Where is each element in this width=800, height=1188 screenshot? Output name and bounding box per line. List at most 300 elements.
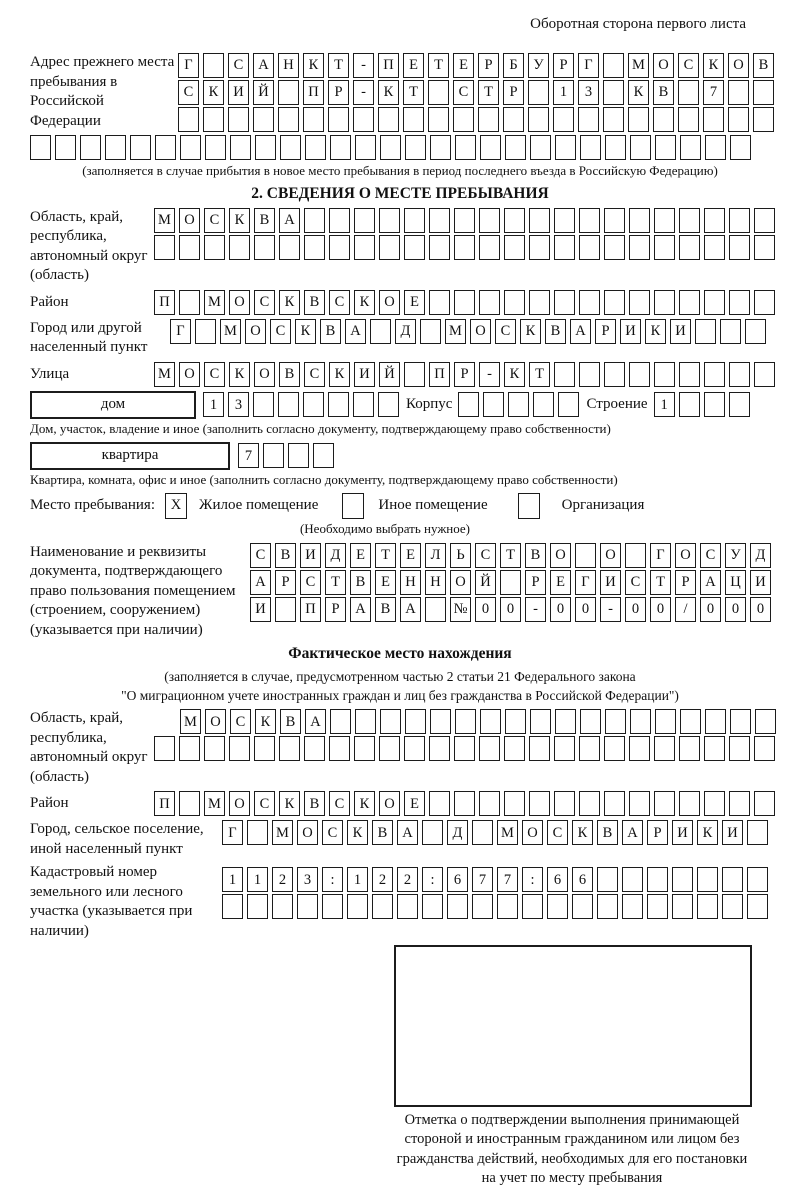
char-box: Г <box>170 319 191 344</box>
char-box <box>203 107 224 132</box>
char-box: С <box>453 80 474 105</box>
char-box: С <box>329 791 350 816</box>
char-box: / <box>675 597 696 622</box>
char-box <box>679 392 700 417</box>
char-box <box>447 894 468 919</box>
char-box: М <box>154 208 175 233</box>
char-box: В <box>350 570 371 595</box>
char-box <box>529 791 550 816</box>
char-box: - <box>525 597 546 622</box>
char-box: 3 <box>578 80 599 105</box>
char-box: П <box>300 597 321 622</box>
char-box: К <box>329 362 350 387</box>
char-box <box>322 894 343 919</box>
char-box: А <box>305 709 326 734</box>
char-box <box>654 235 675 260</box>
char-box: М <box>154 362 175 387</box>
char-box: В <box>304 290 325 315</box>
stay-type-checkbox-organization <box>518 493 540 519</box>
char-box <box>455 709 476 734</box>
char-box: А <box>570 319 591 344</box>
char-box: Е <box>404 791 425 816</box>
char-box <box>303 392 324 417</box>
char-box <box>330 709 351 734</box>
char-box <box>179 736 200 761</box>
char-box: Г <box>575 570 596 595</box>
char-box <box>80 135 101 160</box>
char-box <box>604 235 625 260</box>
char-box <box>379 736 400 761</box>
char-box: О <box>379 290 400 315</box>
actual-district-field <box>30 791 770 816</box>
char-box <box>704 290 725 315</box>
char-box <box>628 107 649 132</box>
stamp-caption: Отметка о подтверждении выполнения принимающей стороной и иностранным гражданином или лицом без гражданства действий, необходимых для его постановки на учет по месту пребывания <box>396 1112 748 1186</box>
char-box: 2 <box>372 867 393 892</box>
char-box <box>605 709 626 734</box>
char-box: А <box>345 319 366 344</box>
char-box <box>420 319 441 344</box>
char-box <box>455 135 476 160</box>
actual-city-row <box>222 820 768 845</box>
char-box: С <box>178 80 199 105</box>
char-box: Л <box>425 543 446 568</box>
char-box: К <box>354 290 375 315</box>
char-box: № <box>450 597 471 622</box>
char-box <box>329 736 350 761</box>
char-box <box>378 392 399 417</box>
char-box <box>355 135 376 160</box>
char-box <box>328 107 349 132</box>
char-box <box>480 709 501 734</box>
char-box <box>313 443 334 468</box>
char-box <box>530 135 551 160</box>
char-box: Р <box>478 53 499 78</box>
char-box <box>533 392 554 417</box>
char-box <box>722 867 743 892</box>
street-field <box>30 362 770 387</box>
char-box <box>655 709 676 734</box>
char-box: П <box>154 290 175 315</box>
char-box <box>753 107 774 132</box>
char-box <box>554 290 575 315</box>
char-box <box>754 290 775 315</box>
char-box: 7 <box>703 80 724 105</box>
char-box: - <box>479 362 500 387</box>
char-box <box>480 135 501 160</box>
char-box <box>579 235 600 260</box>
char-box <box>272 894 293 919</box>
char-box: М <box>497 820 518 845</box>
char-box <box>304 235 325 260</box>
char-box: Д <box>447 820 468 845</box>
char-box: И <box>300 543 321 568</box>
char-box: К <box>279 791 300 816</box>
house-number-row <box>203 392 399 417</box>
char-box <box>353 107 374 132</box>
char-box <box>483 392 504 417</box>
char-box: А <box>397 820 418 845</box>
char-box: Й <box>253 80 274 105</box>
char-box: В <box>275 543 296 568</box>
char-box <box>380 709 401 734</box>
apartment-field <box>30 442 770 470</box>
region-label: Область, край, республика, автономный округ (область) <box>30 208 148 284</box>
char-box <box>754 208 775 233</box>
char-box: М <box>628 53 649 78</box>
char-box <box>454 791 475 816</box>
stamp-box <box>394 945 752 1107</box>
char-box <box>454 235 475 260</box>
street-label: Улица <box>30 365 70 382</box>
char-box: 7 <box>472 867 493 892</box>
char-box: С <box>322 820 343 845</box>
char-box <box>554 736 575 761</box>
region-field <box>30 208 770 286</box>
char-box: Е <box>403 53 424 78</box>
char-box: К <box>697 820 718 845</box>
actual-district-row <box>154 791 775 816</box>
char-box <box>754 362 775 387</box>
char-box: Е <box>350 543 371 568</box>
char-box <box>453 107 474 132</box>
char-box: А <box>250 570 271 595</box>
char-box <box>705 135 726 160</box>
char-box: Р <box>553 53 574 78</box>
stay-type-checkbox-other-premises <box>342 493 364 519</box>
char-box <box>603 107 624 132</box>
char-box <box>720 319 741 344</box>
char-box: Е <box>404 290 425 315</box>
char-box <box>553 107 574 132</box>
char-box: Н <box>425 570 446 595</box>
actual-location-note-line1: (заполняется в случае, предусмотренном частью 2 статьи 21 Федерального закона <box>164 669 636 685</box>
char-box: 1 <box>553 80 574 105</box>
char-box: Т <box>428 53 449 78</box>
char-box: М <box>445 319 466 344</box>
char-box <box>578 107 599 132</box>
char-box: А <box>253 53 274 78</box>
document-row-2 <box>250 570 771 595</box>
char-box: Е <box>375 570 396 595</box>
char-box: С <box>250 543 271 568</box>
char-box <box>354 235 375 260</box>
char-box <box>430 709 451 734</box>
char-box: В <box>753 53 774 78</box>
char-box: К <box>628 80 649 105</box>
char-box <box>728 107 749 132</box>
char-box <box>404 235 425 260</box>
char-box <box>263 443 284 468</box>
street-row <box>154 362 775 387</box>
char-box <box>722 894 743 919</box>
char-box: 6 <box>547 867 568 892</box>
char-box: В <box>280 709 301 734</box>
char-box: Г <box>222 820 243 845</box>
char-box <box>579 362 600 387</box>
char-box <box>429 791 450 816</box>
char-box: С <box>329 290 350 315</box>
char-box: М <box>180 709 201 734</box>
char-box <box>279 235 300 260</box>
char-box: И <box>750 570 771 595</box>
char-box: У <box>528 53 549 78</box>
char-box <box>704 791 725 816</box>
char-box <box>753 80 774 105</box>
char-box <box>747 867 768 892</box>
char-box <box>529 235 550 260</box>
char-box <box>745 319 766 344</box>
char-box <box>622 867 643 892</box>
section2-title: 2. СВЕДЕНИЯ О МЕСТЕ ПРЕБЫВАНИЯ <box>251 184 549 202</box>
char-box: О <box>653 53 674 78</box>
char-box <box>729 791 750 816</box>
char-box <box>275 597 296 622</box>
prev-address-row-3 <box>178 107 774 132</box>
char-box <box>575 543 596 568</box>
char-box: К <box>572 820 593 845</box>
char-box <box>654 736 675 761</box>
char-box <box>747 820 768 845</box>
char-box <box>604 791 625 816</box>
char-box: О <box>229 290 250 315</box>
char-box: Е <box>400 543 421 568</box>
char-box: К <box>347 820 368 845</box>
region-row-1 <box>154 208 775 233</box>
char-box: П <box>378 53 399 78</box>
char-box <box>597 894 618 919</box>
char-box <box>353 392 374 417</box>
char-box: С <box>204 362 225 387</box>
char-box <box>504 791 525 816</box>
char-box <box>454 736 475 761</box>
char-box <box>253 392 274 417</box>
char-box: В <box>372 820 393 845</box>
char-box <box>472 894 493 919</box>
char-box: А <box>622 820 643 845</box>
char-box <box>679 235 700 260</box>
char-box <box>355 709 376 734</box>
char-box: М <box>204 791 225 816</box>
char-box <box>478 107 499 132</box>
char-box <box>529 290 550 315</box>
char-box <box>678 107 699 132</box>
char-box <box>629 208 650 233</box>
char-box: А <box>700 570 721 595</box>
char-box <box>428 107 449 132</box>
char-box <box>704 736 725 761</box>
char-box: О <box>297 820 318 845</box>
apartment-row <box>238 443 334 468</box>
char-box <box>504 208 525 233</box>
char-box <box>603 80 624 105</box>
char-box <box>729 392 750 417</box>
district-field <box>30 290 770 315</box>
char-box <box>229 736 250 761</box>
char-box: - <box>353 53 374 78</box>
char-box: Т <box>529 362 550 387</box>
char-box <box>655 135 676 160</box>
char-box: С <box>270 319 291 344</box>
char-box: Р <box>595 319 616 344</box>
char-box: М <box>204 290 225 315</box>
char-box <box>629 736 650 761</box>
char-box <box>278 80 299 105</box>
char-box <box>654 208 675 233</box>
char-box <box>154 736 175 761</box>
char-box <box>729 235 750 260</box>
actual-location-note <box>30 668 770 705</box>
char-box: С <box>254 290 275 315</box>
char-box: Й <box>475 570 496 595</box>
city-row <box>170 319 766 344</box>
char-box: К <box>229 362 250 387</box>
char-box: Н <box>400 570 421 595</box>
char-box: 6 <box>572 867 593 892</box>
actual-location-note-line2: "О миграционном учете иностранных граждан и лиц без гражданства в Российской Федерации") <box>121 687 679 703</box>
prev-address-label: Адрес прежнего места пребывания в Российской Федерации <box>30 54 175 129</box>
char-box <box>528 80 549 105</box>
char-box <box>280 135 301 160</box>
char-box <box>555 709 576 734</box>
char-box: К <box>354 791 375 816</box>
char-box: В <box>545 319 566 344</box>
char-box <box>428 80 449 105</box>
char-box <box>497 894 518 919</box>
char-box: И <box>600 570 621 595</box>
char-box <box>354 208 375 233</box>
char-box <box>554 235 575 260</box>
char-box: И <box>620 319 641 344</box>
char-box <box>422 820 443 845</box>
char-box <box>479 235 500 260</box>
char-box <box>730 709 751 734</box>
char-box <box>697 867 718 892</box>
char-box: Г <box>650 543 671 568</box>
char-box <box>579 208 600 233</box>
char-box <box>622 894 643 919</box>
char-box <box>328 392 349 417</box>
char-box: С <box>230 709 251 734</box>
char-box <box>105 135 126 160</box>
actual-region-field <box>30 709 770 787</box>
char-box: В <box>597 820 618 845</box>
char-box: С <box>300 570 321 595</box>
char-box <box>479 208 500 233</box>
char-box <box>604 736 625 761</box>
char-box: Р <box>454 362 475 387</box>
char-box: 0 <box>750 597 771 622</box>
char-box <box>554 208 575 233</box>
stay-type-checkbox-residential: X <box>165 493 187 519</box>
char-box <box>380 135 401 160</box>
char-box <box>680 135 701 160</box>
char-box <box>304 736 325 761</box>
char-box <box>179 290 200 315</box>
char-box: К <box>255 709 276 734</box>
document-field <box>30 543 770 641</box>
char-box <box>430 135 451 160</box>
district-label: Район <box>30 293 69 310</box>
char-box <box>679 736 700 761</box>
char-box: О <box>179 362 200 387</box>
page-corner-note: Оборотная сторона первого листа <box>530 16 746 32</box>
actual-district-label: Район <box>30 795 69 812</box>
char-box <box>205 135 226 160</box>
stay-type-label: Место пребывания: <box>30 497 155 514</box>
char-box <box>755 709 776 734</box>
char-box <box>279 736 300 761</box>
char-box <box>222 894 243 919</box>
char-box <box>253 107 274 132</box>
char-box <box>204 235 225 260</box>
char-box: 1 <box>654 392 675 417</box>
char-box: Р <box>675 570 696 595</box>
char-box <box>397 894 418 919</box>
char-box: К <box>303 53 324 78</box>
char-box <box>522 894 543 919</box>
char-box: 1 <box>247 867 268 892</box>
char-box: Д <box>395 319 416 344</box>
char-box <box>329 208 350 233</box>
char-box: О <box>675 543 696 568</box>
char-box: У <box>725 543 746 568</box>
char-box: С <box>547 820 568 845</box>
char-box <box>680 709 701 734</box>
char-box <box>130 135 151 160</box>
char-box <box>679 362 700 387</box>
char-box: О <box>522 820 543 845</box>
char-box <box>404 362 425 387</box>
stay-type-note: (Необходимо выбрать нужное) <box>299 520 471 536</box>
char-box: Т <box>478 80 499 105</box>
char-box: О <box>450 570 471 595</box>
char-box: С <box>625 570 646 595</box>
cadastral-label: Кадастровый номер земельного или лесного участка (указывается при наличии) <box>30 864 193 939</box>
char-box <box>454 290 475 315</box>
char-box: Д <box>325 543 346 568</box>
cadastral-field <box>30 863 770 941</box>
char-box: П <box>429 362 450 387</box>
apartment-box-label: квартира <box>30 442 230 470</box>
char-box <box>288 443 309 468</box>
char-box <box>479 290 500 315</box>
char-box: 0 <box>725 597 746 622</box>
char-box <box>529 208 550 233</box>
char-box <box>429 235 450 260</box>
korpus-label: Корпус <box>406 396 453 413</box>
char-box <box>703 107 724 132</box>
char-box: 2 <box>272 867 293 892</box>
char-box: И <box>250 597 271 622</box>
char-box: В <box>254 208 275 233</box>
char-box <box>647 867 668 892</box>
char-box <box>379 208 400 233</box>
char-box: 0 <box>575 597 596 622</box>
char-box <box>597 867 618 892</box>
char-box <box>154 235 175 260</box>
char-box: Й <box>379 362 400 387</box>
char-box: Т <box>403 80 424 105</box>
char-box <box>370 319 391 344</box>
stay-type-option-other-premises-label: Иное помещение <box>378 497 488 514</box>
char-box <box>354 736 375 761</box>
char-box: А <box>350 597 371 622</box>
char-box <box>528 107 549 132</box>
char-box <box>704 235 725 260</box>
char-box <box>229 235 250 260</box>
char-box <box>729 208 750 233</box>
